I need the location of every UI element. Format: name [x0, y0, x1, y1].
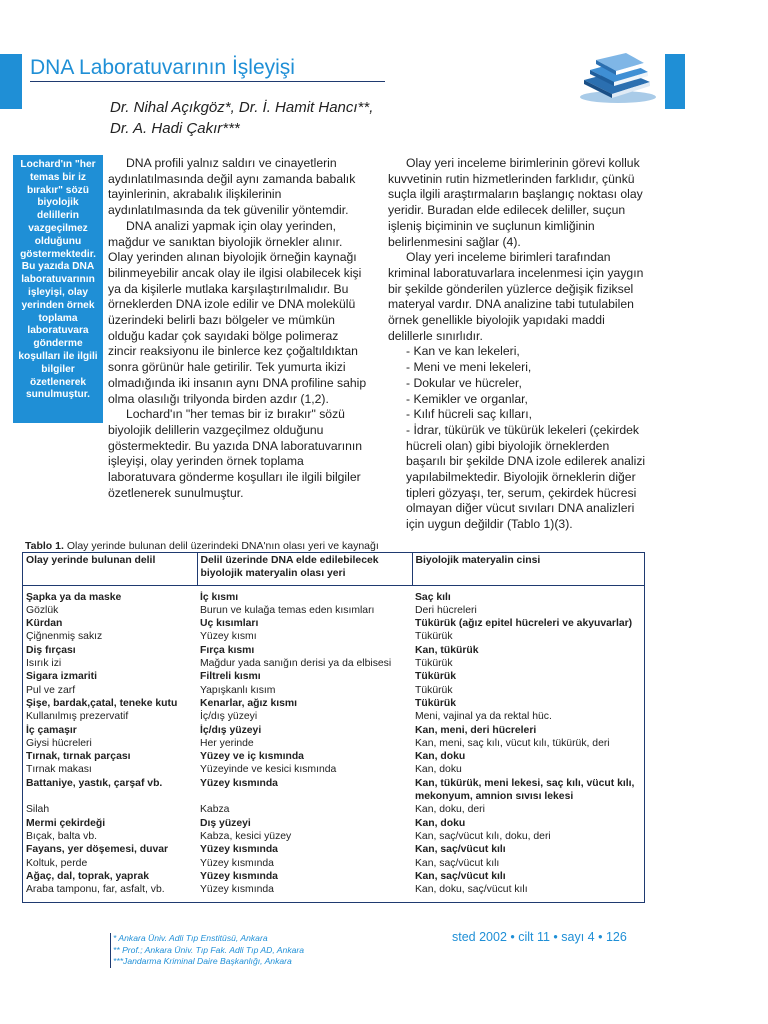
column-header: Delil üzerinde DNA elde edilebilecek biyolojik materyalin olası yeri: [197, 553, 412, 585]
table-row: [23, 657, 644, 670]
table-cell: Bıçak, balta vb.: [26, 830, 98, 842]
table-cell: Yüzey kısmında: [200, 844, 278, 856]
table-cell: Battaniye, yastık, çarşaf vb.: [26, 777, 163, 789]
authors-line-1: Dr. Nihal Açıkgöz*, Dr. İ. Hamit Hancı**,: [110, 99, 374, 116]
table-row: [23, 697, 644, 710]
paragraph: Olay yeri inceleme birimlerinin görevi kolluk kuvvetinin rutin hizmetlerinden farklıdır, çünkü suçla ilgili araştırmaların başlangıç noktası olay yeridir. Buradan elde edilecek deliller, suçun işleniş biçiminin ve suçlunun kimliğinin belirlenmesini sağlar (4).: [388, 156, 643, 249]
table-caption-text: Olay yerinde bulunan delil üzerindeki DNA'nın olası yeri ve kaynağı: [66, 540, 379, 552]
table-cell: Tükürük: [415, 684, 453, 696]
table-row: [23, 763, 644, 776]
author-footnotes: [110, 933, 304, 968]
table-cell: Tükürük: [415, 631, 453, 643]
table-cell: Araba tamponu, far, asfalt, vb.: [26, 884, 165, 896]
table-body: [23, 585, 644, 902]
table-cell: Şapka ya da maske: [26, 591, 122, 603]
table-cell: Kan, meni, saç kılı, vücut kılı, tükürük, deri: [415, 737, 610, 749]
table-cell: Kenarlar, ağız kısmı: [200, 697, 298, 709]
list-item: - İdrar, tükürük ve tükürük lekeleri (çekirdek hücreli olan) gibi biyolojik örneklerden başarılı bir şekilde DNA izole edilerek analizi yapılabilmektedir. Biyolojik örneklerin diğer tipleri gözyaşı, ter, serum, çekirdek hücresi olmayan diğer vücut sıvıları DNA analizleri için uygun değildir (Tablo 1)(3).: [406, 422, 646, 532]
table-cell: Uç kısımları: [200, 618, 259, 630]
evidence-list: [388, 344, 650, 532]
table-cell: Giysi hücreleri: [26, 737, 92, 749]
table-cell: Mermi çekirdeği: [26, 817, 106, 829]
list-item: - Kemikler ve organlar,: [406, 391, 528, 406]
table-cell: Kabza: [200, 804, 230, 816]
table-cell: Kan, saç/vücut kılı, doku, deri: [415, 830, 551, 842]
table-cell: Kan, saç/vücut kılı: [415, 844, 506, 856]
body-column-right: [388, 156, 650, 533]
body-column-left: [108, 156, 370, 501]
table-row: [23, 857, 644, 870]
table-header-row: [23, 553, 644, 585]
evidence-table: [22, 552, 645, 903]
table-row: [23, 830, 644, 843]
table-cell: Tırnak makası: [26, 764, 92, 776]
table-cell: Saç kılı: [415, 591, 451, 603]
summary-callout: [13, 155, 103, 423]
table-caption-label: Tablo 1.: [25, 540, 64, 552]
table-row: [23, 803, 644, 816]
table-cell: Pul ve zarf: [26, 684, 76, 696]
table-cell: Tükürük: [415, 697, 456, 709]
table-row: [23, 843, 644, 856]
paragraph: Olay yeri inceleme birimleri tarafından kriminal laboratuvarlara incelenmesi için yaygın bir şekilde gönderilen yüzlerce değişik fiziksel materyal vardır. DNA analizine tabi tutulabilen örnek genellikle biyolojik yapıdaki maddi delillerle sınırlıdır.: [388, 250, 644, 343]
column-header: Biyolojik materyalin cinsi: [412, 553, 644, 585]
table-row: [23, 710, 644, 723]
table-cell: İç/dış yüzeyi: [200, 724, 262, 736]
table-cell: Burun ve kulağa temas eden kısımları: [200, 604, 375, 616]
table-cell: Kan, tükürük, meni lekesi, saç kılı, vücut kılı, mekonyum, amnion sıvısı lekesi: [415, 777, 635, 803]
table-row: [23, 604, 644, 617]
table-cell: Fırça kısmı: [200, 644, 255, 656]
table-row: [23, 630, 644, 643]
table-cell: Yüzey ve iç kısmında: [200, 751, 304, 763]
table-cell: Diş fırçası: [26, 644, 76, 656]
table-cell: Şişe, bardak,çatal, teneke kutu: [26, 697, 178, 709]
table-row: [23, 585, 644, 604]
authors-line-2: Dr. A. Hadi Çakır***: [110, 120, 240, 137]
table-cell: Meni, vajinal ya da rektal hüc.: [415, 711, 552, 723]
title-underline: [30, 81, 385, 82]
table-cell: Kullanılmış prezervatif: [26, 711, 129, 723]
table-cell: Kan, doku: [415, 817, 466, 829]
table-cell: Yüzey kısmında: [200, 857, 274, 869]
table-cell: Koltuk, perde: [26, 857, 88, 869]
table-cell: Tükürük: [415, 658, 453, 670]
table-cell: İç/dış yüzeyi: [200, 711, 258, 723]
table-cell: Yüzey kısmı: [200, 631, 257, 643]
list-item: - Dokular ve hücreler,: [406, 375, 522, 390]
table-cell: Kürdan: [26, 618, 63, 630]
table-cell: Silah: [26, 804, 50, 816]
paragraph: Lochard'ın "her temas bir iz bırakır" sözü biyolojik delillerin vazgeçilmez olduğunu göstermektedir. Bu yazıda DNA laboratuvarının işleyişi, olay yerinden örnek toplama laboratuvara gönderme koşulları ile ilgili bilgiler özetlenerek sunulmuştur.: [108, 407, 363, 500]
column-header: Olay yerinde bulunan delil: [23, 553, 197, 585]
summary-text: Lochard'ın "her temas bir iz bırakır" sözü biyolojik delillerin vazgeçilmez olduğunu göstermektedir. Bu yazıda DNA laboratuvarının işleyişi, olay yerinden örnek toplama laboratuvara gönderme koşulları ile ilgili bilgiler özetlenerek sunulmuştur.: [18, 159, 98, 401]
journal-reference: sted 2002 • cilt 11 • sayı 4 • 126: [452, 930, 627, 944]
table-cell: Tükürük: [415, 671, 456, 683]
footnote: * Ankara Üniv. Adli Tıp Enstitüsü, Ankara: [113, 933, 268, 943]
table-cell: Kan, meni, deri hücreleri: [415, 724, 537, 736]
table-row: [23, 750, 644, 763]
table-row: [23, 684, 644, 697]
list-item: - Kılıf hücreli saç kılları,: [406, 407, 532, 422]
table-cell: Çiğnenmiş sakız: [26, 631, 103, 643]
table-cell: Kan, doku: [415, 751, 466, 763]
table-row: [23, 777, 644, 804]
table-cell: Kabza, kesici yüzey: [200, 830, 292, 842]
table-cell: Filtreli kısmı: [200, 671, 261, 683]
table-caption: [25, 540, 379, 552]
table-cell: Kan, saç/vücut kılı: [415, 857, 500, 869]
table-cell: Tırnak, tırnak parçası: [26, 751, 131, 763]
header-accent-bar-left: [0, 54, 22, 109]
footnote: ** Prof.; Ankara Üniv. Tıp Fak. Adli Tıp AD, Ankara: [113, 944, 305, 955]
table-cell: Ağaç, dal, toprak, yaprak: [26, 870, 150, 882]
list-item: - Kan ve kan lekeleri,: [406, 344, 520, 359]
table-cell: Yüzey kısmında: [200, 870, 278, 882]
table-cell: Kan, tükürük: [415, 644, 479, 656]
table-cell: Tükürük (ağız epitel hücreleri ve akyuvarlar): [415, 618, 633, 630]
table-cell: İç kısmı: [200, 591, 239, 603]
paragraph: DNA profili yalnız saldırı ve cinayetlerin aydınlatılmasında değil aynı zamanda babalık tayinlerinin, akrabalık ilişkilerinin aydınlatılmasında da tek güvenilir yöntemdir.: [108, 156, 356, 218]
table-cell: Yapışkanlı kısım: [200, 684, 276, 696]
table-row: [23, 817, 644, 830]
table-cell: Kan, doku: [415, 764, 462, 776]
author-list: [110, 97, 373, 139]
table-cell: Fayans, yer döşemesi, duvar: [26, 844, 169, 856]
table-cell: Isırık izi: [26, 658, 62, 670]
article-title: DNA Laboratuvarının İşleyişi: [30, 56, 295, 79]
paragraph: DNA analizi yapmak için olay yerinden, mağdur ve sanıktan biyolojik örnekler alınır. Olay yerinden alınan biyolojik örneğin kaynağı bilinmeyebilir ancak olay ile ilgisi olabilecek kişi ya da kişilerle mutlaka karşılaştırılmalıdır. Bu örneklerden DNA izole edilir ve DNA molekülü üzerindeki belirli bazı bölgeler ve mümkün olduğu kadar çok sayıdaki bölge polimeraz zincir reaksiyonu ile binlerce kez çoğaltıldıktan sonra görünür hale getirilir. Tek yumurta ikizi olmadığında iki insanın aynı DNA profiline sahip olma olasılığı trilyonda birden azdır (1,2).: [108, 218, 367, 406]
table-cell: İç çamaşır: [26, 724, 77, 736]
table-cell: Kan, doku, saç/vücut kılı: [415, 884, 528, 896]
books-icon: [574, 50, 659, 105]
table-row: [23, 617, 644, 630]
table-row: [23, 670, 644, 683]
table-row: [23, 883, 644, 902]
footnote: ***Jandarma Kriminal Daire Başkanlığı, Ankara: [113, 956, 292, 966]
list-item: - Meni ve meni lekeleri,: [406, 360, 532, 375]
table-row: [23, 724, 644, 737]
table-row: [23, 644, 644, 657]
table-cell: Sigara izmariti: [26, 671, 98, 683]
table-row: [23, 870, 644, 883]
table-row: [23, 737, 644, 750]
table-cell: Deri hücreleri: [415, 604, 477, 616]
table-cell: Dış yüzeyi: [200, 817, 251, 829]
table-cell: Yüzeyinde ve kesici kısmında: [200, 764, 337, 776]
table-cell: Mağdur yada sanığın derisi ya da elbisesi: [200, 658, 392, 670]
table-cell: Yüzey kısmında: [200, 777, 278, 789]
header-accent-bar-right: [665, 54, 685, 109]
table-cell: Gözlük: [26, 604, 59, 616]
table-cell: Her yerinde: [200, 737, 254, 749]
table-cell: Kan, doku, deri: [415, 804, 485, 816]
table-cell: Yüzey kısmında: [200, 884, 274, 896]
table-cell: Kan, saç/vücut kılı: [415, 870, 506, 882]
